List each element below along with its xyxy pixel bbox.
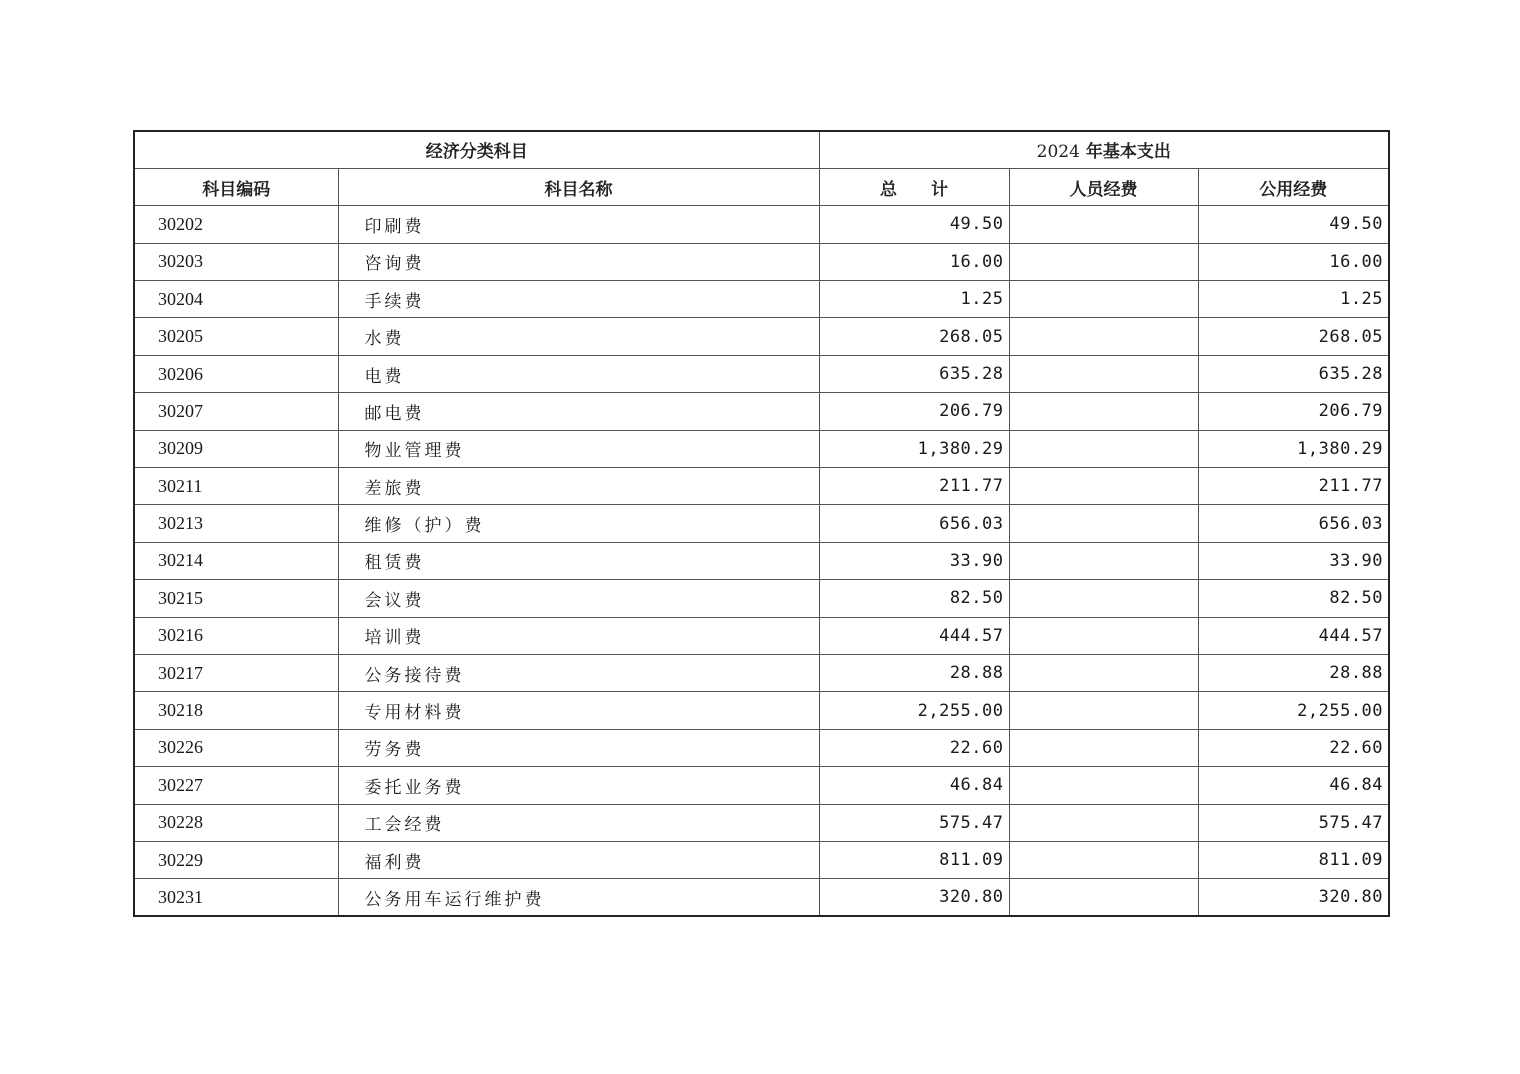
table-row (134, 729, 1389, 766)
cell-code: 30226 (134, 729, 338, 766)
cell-personnel (1009, 318, 1198, 355)
cell-public: 268.05 (1198, 318, 1389, 355)
cell-total: 1,380.29 (819, 430, 1009, 467)
col-header-code: 科目编码 (134, 168, 338, 205)
cell-public: 811.09 (1198, 841, 1389, 878)
cell-personnel (1009, 879, 1198, 916)
header-group-row (134, 131, 1389, 168)
table-body (134, 206, 1389, 916)
cell-name: 租赁费 (338, 542, 819, 579)
cell-name: 电费 (338, 355, 819, 392)
cell-personnel (1009, 206, 1198, 243)
table-row (134, 804, 1389, 841)
cell-total: 211.77 (819, 468, 1009, 505)
cell-total: 82.50 (819, 580, 1009, 617)
cell-public: 49.50 (1198, 206, 1389, 243)
header-year-suffix: 年基本支出 (1079, 142, 1171, 163)
header-column-row (134, 168, 1389, 205)
cell-public: 33.90 (1198, 542, 1389, 579)
cell-name: 咨询费 (338, 243, 819, 280)
table-row (134, 355, 1389, 392)
cell-code: 30229 (134, 841, 338, 878)
cell-public: 28.88 (1198, 654, 1389, 691)
cell-public: 320.80 (1198, 879, 1389, 916)
cell-code: 30218 (134, 692, 338, 729)
cell-total: 656.03 (819, 505, 1009, 542)
cell-code: 30209 (134, 430, 338, 467)
cell-personnel (1009, 841, 1198, 878)
cell-name: 物业管理费 (338, 430, 819, 467)
budget-table-sheet (133, 130, 1388, 917)
cell-personnel (1009, 580, 1198, 617)
cell-name: 专用材料费 (338, 692, 819, 729)
cell-name: 工会经费 (338, 804, 819, 841)
cell-code: 30202 (134, 206, 338, 243)
cell-personnel (1009, 542, 1198, 579)
cell-name: 水费 (338, 318, 819, 355)
cell-code: 30205 (134, 318, 338, 355)
cell-name: 委托业务费 (338, 767, 819, 804)
cell-total: 811.09 (819, 841, 1009, 878)
cell-code: 30203 (134, 243, 338, 280)
cell-name: 公务接待费 (338, 654, 819, 691)
cell-public: 211.77 (1198, 468, 1389, 505)
table-row (134, 318, 1389, 355)
cell-public: 22.60 (1198, 729, 1389, 766)
cell-code: 30214 (134, 542, 338, 579)
cell-total: 46.84 (819, 767, 1009, 804)
cell-public: 656.03 (1198, 505, 1389, 542)
cell-total: 320.80 (819, 879, 1009, 916)
col-header-personnel: 人员经费 (1009, 168, 1198, 205)
cell-personnel (1009, 767, 1198, 804)
cell-name: 公务用车运行维护费 (338, 879, 819, 916)
cell-code: 30216 (134, 617, 338, 654)
cell-personnel (1009, 468, 1198, 505)
table-row (134, 206, 1389, 243)
table-row (134, 841, 1389, 878)
cell-personnel (1009, 355, 1198, 392)
cell-public: 444.57 (1198, 617, 1389, 654)
cell-code: 30215 (134, 580, 338, 617)
cell-name: 手续费 (338, 281, 819, 318)
table-row (134, 692, 1389, 729)
cell-total: 16.00 (819, 243, 1009, 280)
cell-personnel (1009, 243, 1198, 280)
cell-public: 575.47 (1198, 804, 1389, 841)
table-row (134, 243, 1389, 280)
cell-total: 22.60 (819, 729, 1009, 766)
header-year: 2024 (1036, 142, 1080, 163)
col-header-public: 公用经费 (1198, 168, 1389, 205)
col-header-name: 科目名称 (338, 168, 819, 205)
cell-public: 16.00 (1198, 243, 1389, 280)
cell-total: 33.90 (819, 542, 1009, 579)
cell-name: 培训费 (338, 617, 819, 654)
cell-public: 635.28 (1198, 355, 1389, 392)
cell-total: 206.79 (819, 393, 1009, 430)
table-row (134, 879, 1389, 916)
cell-code: 30227 (134, 767, 338, 804)
cell-personnel (1009, 692, 1198, 729)
cell-name: 印刷费 (338, 206, 819, 243)
cell-total: 28.88 (819, 654, 1009, 691)
cell-personnel (1009, 804, 1198, 841)
cell-code: 30228 (134, 804, 338, 841)
cell-public: 1,380.29 (1198, 430, 1389, 467)
cell-code: 30207 (134, 393, 338, 430)
cell-personnel (1009, 393, 1198, 430)
cell-public: 206.79 (1198, 393, 1389, 430)
cell-total: 1.25 (819, 281, 1009, 318)
table-row (134, 281, 1389, 318)
col-header-total: 总 计 (819, 168, 1009, 205)
cell-code: 30204 (134, 281, 338, 318)
table-row (134, 468, 1389, 505)
cell-public: 1.25 (1198, 281, 1389, 318)
cell-total: 2,255.00 (819, 692, 1009, 729)
cell-personnel (1009, 729, 1198, 766)
cell-personnel (1009, 654, 1198, 691)
cell-name: 差旅费 (338, 468, 819, 505)
cell-name: 劳务费 (338, 729, 819, 766)
cell-public: 82.50 (1198, 580, 1389, 617)
cell-total: 268.05 (819, 318, 1009, 355)
cell-total: 444.57 (819, 617, 1009, 654)
cell-personnel (1009, 617, 1198, 654)
cell-name: 邮电费 (338, 393, 819, 430)
table-row (134, 393, 1389, 430)
cell-personnel (1009, 505, 1198, 542)
table-row (134, 542, 1389, 579)
cell-personnel (1009, 430, 1198, 467)
cell-code: 30217 (134, 654, 338, 691)
cell-name: 维修（护）费 (338, 505, 819, 542)
table-row (134, 505, 1389, 542)
cell-name: 福利费 (338, 841, 819, 878)
cell-code: 30213 (134, 505, 338, 542)
cell-code: 30206 (134, 355, 338, 392)
cell-code: 30211 (134, 468, 338, 505)
expenditure-table (133, 130, 1390, 917)
table-row (134, 617, 1389, 654)
cell-public: 46.84 (1198, 767, 1389, 804)
cell-personnel (1009, 281, 1198, 318)
table-row (134, 654, 1389, 691)
table-row (134, 767, 1389, 804)
table-row (134, 580, 1389, 617)
cell-public: 2,255.00 (1198, 692, 1389, 729)
cell-code: 30231 (134, 879, 338, 916)
cell-total: 575.47 (819, 804, 1009, 841)
table-row (134, 430, 1389, 467)
header-basic-expenditure (819, 131, 1389, 168)
cell-total: 635.28 (819, 355, 1009, 392)
cell-name: 会议费 (338, 580, 819, 617)
header-economic-classification: 经济分类科目 (134, 131, 819, 168)
cell-total: 49.50 (819, 206, 1009, 243)
